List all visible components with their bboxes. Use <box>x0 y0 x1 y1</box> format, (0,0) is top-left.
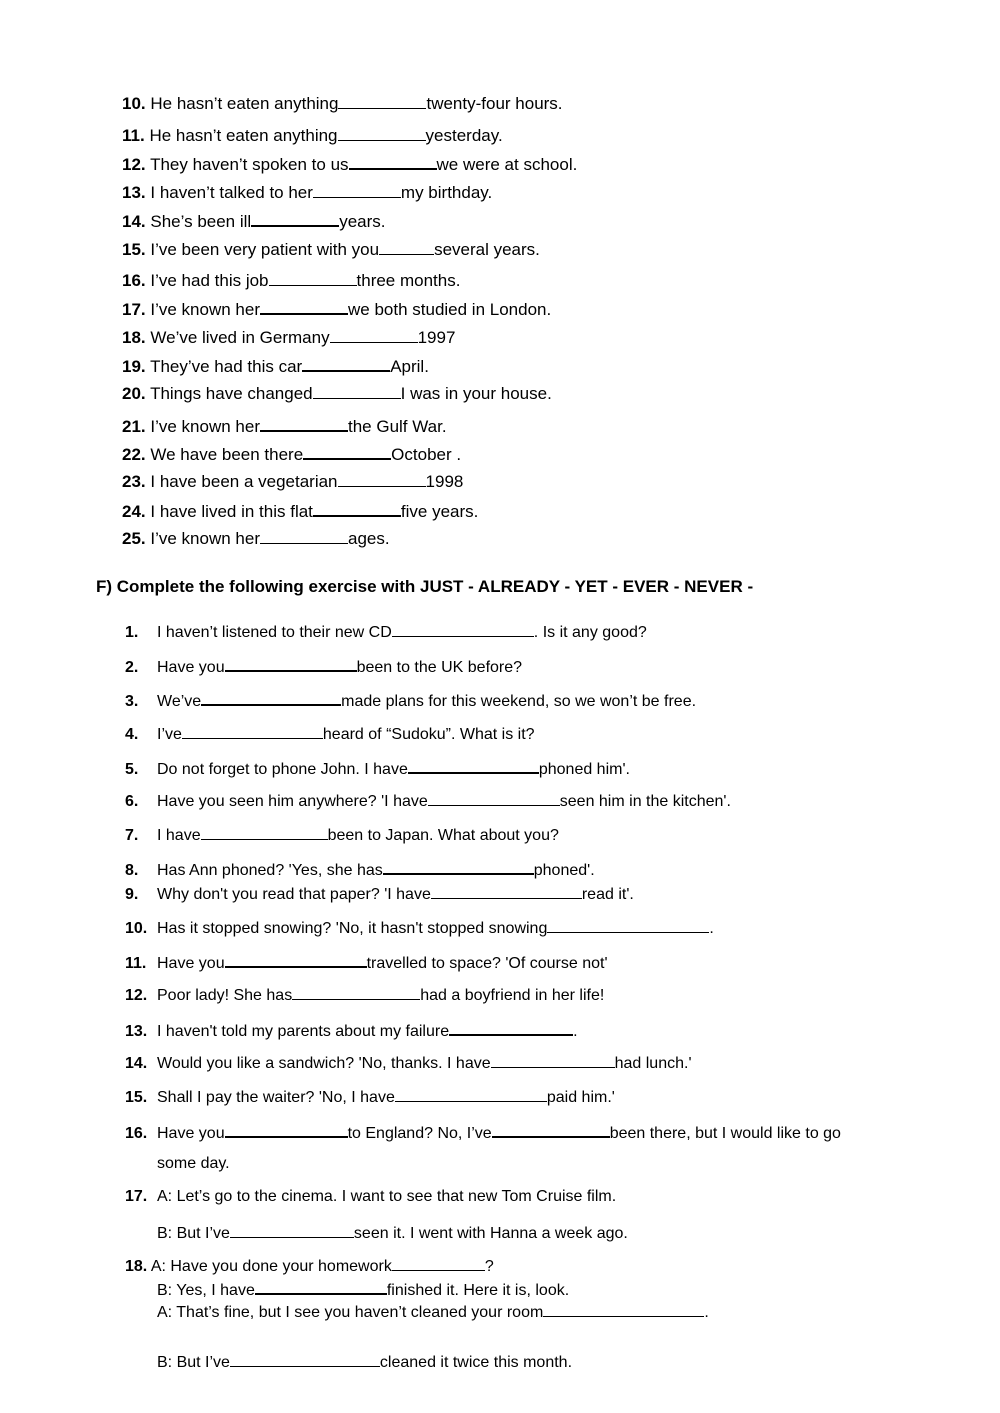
exercise-e-item: 24. I have lived in this flat five years. <box>122 502 479 521</box>
exercise-e-item: 15. I’ve been very patient with you several years. <box>122 240 540 259</box>
answer-blank[interactable] <box>408 757 539 774</box>
exercise-f-item: 8. Has Ann phoned? 'Yes, she has phoned'. <box>125 858 595 881</box>
exercise-e-item: 16. I’ve had this job three months. <box>122 271 461 290</box>
exercise-e-item: 20. Things have changed I was in your house. <box>122 384 552 403</box>
exercise-e-item: 18. We’ve lived in Germany 1997 <box>122 328 456 347</box>
exercise-f-item: 14. Would you like a sandwich? 'No, thanks. I have had lunch.' <box>125 1052 692 1074</box>
answer-blank[interactable] <box>383 858 534 875</box>
exercise-f-item: 11. Have you travelled to space? 'Of course not' <box>125 951 608 974</box>
exercise-e-item: 21. I’ve known her the Gulf War. <box>122 417 447 436</box>
answer-blank[interactable] <box>449 1019 573 1036</box>
exercise-f-item: 15. Shall I pay the waiter? 'No, I have paid him.' <box>125 1086 615 1108</box>
exercise-f-item: 12. Poor lady! She has had a boyfriend in her life! <box>125 984 604 1006</box>
answer-blank[interactable] <box>338 125 426 141</box>
exercise-f-item-18-b2: B: But I’ve cleaned it twice this month. <box>157 1351 572 1373</box>
answer-blank[interactable] <box>230 1222 354 1238</box>
exercise-f-item-17-b: B: But I’ve seen it. I went with Hanna a week ago. <box>157 1222 628 1244</box>
exercise-f-item-16: 16. Have you to England? No, I’ve been there, but I would like to go <box>125 1121 841 1144</box>
answer-blank[interactable] <box>182 723 323 739</box>
answer-blank[interactable] <box>379 239 434 255</box>
answer-blank[interactable] <box>302 355 390 372</box>
exercise-e-item: 17. I’ve known her we both studied in London. <box>122 300 552 319</box>
exercise-f-item: 13. I haven't told my parents about my failure . <box>125 1019 578 1042</box>
exercise-f-item: 4. I’ve heard of “Sudoku”. What is it? <box>125 723 535 745</box>
exercise-e-item: 25. I’ve known her ages. <box>122 529 390 548</box>
answer-blank[interactable] <box>260 528 348 544</box>
exercise-f-item: 6. Have you seen him anywhere? 'I have seen him in the kitchen'. <box>125 790 731 812</box>
answer-blank[interactable] <box>292 984 420 1000</box>
answer-blank[interactable] <box>225 1121 348 1138</box>
exercise-f-item: 7. I have been to Japan. What about you? <box>125 824 559 846</box>
answer-blank[interactable] <box>303 443 391 460</box>
answer-blank[interactable] <box>392 1255 485 1271</box>
answer-blank[interactable] <box>547 917 709 933</box>
exercise-f-item: 5. Do not forget to phone John. I have phoned him'. <box>125 757 630 780</box>
answer-blank[interactable] <box>225 655 357 672</box>
answer-blank[interactable] <box>225 951 367 968</box>
exercise-f-item-18-a2: A: That’s fine, but I see you haven’t cleaned your room . <box>157 1301 709 1323</box>
answer-blank[interactable] <box>431 883 582 899</box>
exercise-e-item: 10. He hasn’t eaten anything twenty-four hours. <box>122 94 563 113</box>
exercise-f-item-18: 18. A: Have you done your homework ? <box>125 1255 494 1277</box>
exercise-f-item-17: 17. A: Let’s go to the cinema. I want to see that new Tom Cruise film. <box>125 1188 617 1205</box>
answer-blank[interactable] <box>338 471 426 487</box>
answer-blank[interactable] <box>230 1351 380 1367</box>
exercise-e-item: 23. I have been a vegetarian 1998 <box>122 472 464 491</box>
exercise-f-item-18-b1: B: Yes, I have finished it. Here it is, look. <box>157 1278 569 1301</box>
answer-blank[interactable] <box>201 824 328 840</box>
answer-blank[interactable] <box>428 790 560 806</box>
exercise-f-item: 1. I haven’t listened to their new CD . Is it any good? <box>125 621 647 643</box>
answer-blank[interactable] <box>201 689 341 706</box>
answer-blank[interactable] <box>491 1052 615 1068</box>
answer-blank[interactable] <box>338 93 426 109</box>
answer-blank[interactable] <box>251 210 339 227</box>
answer-blank[interactable] <box>313 383 401 399</box>
exercise-e-item: 13. I haven’t talked to her my birthday. <box>122 183 493 202</box>
answer-blank[interactable] <box>313 500 401 517</box>
exercise-f-item: 2. Have you been to the UK before? <box>125 655 522 678</box>
answer-blank[interactable] <box>392 621 534 637</box>
exercise-e-item: 14. She’s been ill years. <box>122 212 386 231</box>
exercise-f-item: 10. Has it stopped snowing? 'No, it hasn't stopped snowing . <box>125 917 714 939</box>
answer-blank[interactable] <box>313 182 401 198</box>
answer-blank[interactable] <box>255 1278 387 1295</box>
exercise-f-item: 9. Why don't you read that paper? 'I have read it'. <box>125 883 634 905</box>
answer-blank[interactable] <box>269 270 357 286</box>
exercise-e-item: 11. He hasn’t eaten anything yesterday. <box>122 126 503 145</box>
answer-blank[interactable] <box>543 1301 704 1317</box>
answer-blank[interactable] <box>349 153 437 170</box>
answer-blank[interactable] <box>330 327 418 343</box>
exercise-f-item-16-continuation: some day. <box>157 1155 230 1172</box>
exercise-f-item: 3. We’ve made plans for this weekend, so we won’t be free. <box>125 689 696 712</box>
exercise-e-item: 22. We have been there October . <box>122 445 462 464</box>
answer-blank[interactable] <box>395 1086 547 1102</box>
exercise-e-item: 19. They’ve had this car April. <box>122 357 429 376</box>
answer-blank[interactable] <box>260 298 348 315</box>
exercise-e-item: 12. They haven’t spoken to us we were at school. <box>122 155 578 174</box>
section-f-heading: F) Complete the following exercise with JUST - ALREADY - YET - EVER - NEVER - <box>96 577 754 596</box>
answer-blank[interactable] <box>260 415 348 432</box>
answer-blank[interactable] <box>492 1121 610 1138</box>
